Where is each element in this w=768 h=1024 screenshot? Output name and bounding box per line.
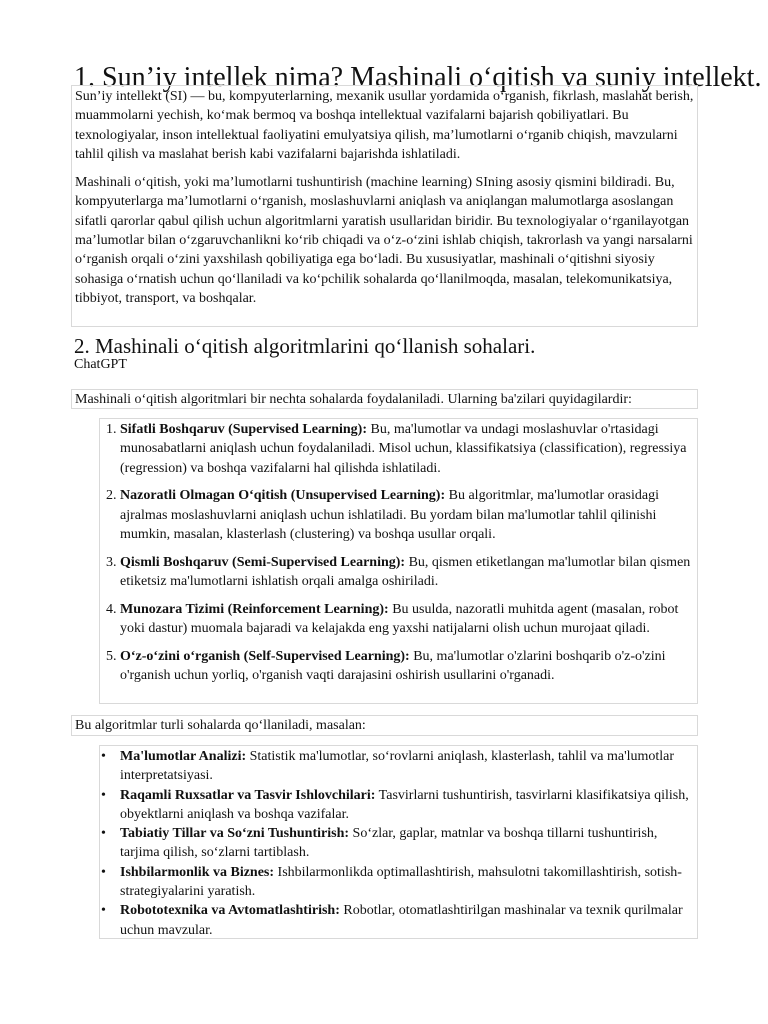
section-1-body xyxy=(71,85,698,327)
section-1-heading: 1. Sun’iy intellek nima? Mashinali o‘qitish va suniy intellekt. xyxy=(74,62,762,93)
field-title: Robototexnika va Avtomatlashtirish: xyxy=(120,903,340,919)
fields-list xyxy=(100,747,693,940)
algorithm-item xyxy=(120,420,693,478)
fields-intro xyxy=(71,715,698,736)
field-item xyxy=(120,863,693,902)
algorithm-text: Bu, ma'lumotlar va undagi moslashuvlar o'rtasidagi munosabatlarni aniqlash uchun foydalaniladi. Misol uchun, klassifikatsiya (classification), regressiya (regression) va boshqa vazifalarni hal qilishda ishlatiladi. xyxy=(120,422,687,476)
field-item xyxy=(120,901,693,940)
field-title: Ma'lumotlar Analizi: xyxy=(120,749,247,764)
field-item xyxy=(120,747,693,786)
algorithm-text: Bu, qismen etiketlangan ma'lumotlar bilan qismen etiketsiz ma'lumotlarni ishlatish orqali amalga oshiriladi. xyxy=(120,554,691,590)
paragraph-si-definition: Sun’iy intellekt (SI) — bu, kompyuterlarning, mexanik usullar yordamida o‘rganish, fikrlash, maslahat berish, muammolarni yechish, ko‘mak bermoq va boshqa intellektual vazifalarni bajarish qobiliyatlari. Bu texnologiyalar, inson intellektual faoliyatini emulyatsiya qilish, ma’lumotlarni o‘rganib chiqish, mavzularni tahlil qilish va maslahat berish kabi vazifalarni bajarishda ishlatiladi. xyxy=(75,89,694,162)
algorithms-intro-text: Mashinali o‘qitish algoritmlari bir nechta sohalarda foydalaniladi. Ularning ba'zilari quyidagilardir: xyxy=(75,392,632,407)
algorithm-text: Bu, ma'lumotlar o'zlarini boshqarib o'z-o'zini o'rganish uchun yorliq, o'rganish vaqti darajasini oshirish usullarini o'rganadi. xyxy=(120,648,666,684)
algorithm-item xyxy=(120,647,693,686)
algorithm-title: Nazoratli Olmagan O‘qitish (Unsupervised Learning): xyxy=(120,488,446,504)
algorithm-title: O‘z-o‘zini o‘rganish (Self-Supervised Learning): xyxy=(120,648,410,664)
field-text: Ishbilarmonlikda optimallashtirish, mahsulotni takomillashtirish, sotish-strategiyalarini yaratish. xyxy=(120,864,682,900)
field-item xyxy=(120,786,693,825)
field-item xyxy=(120,824,693,863)
fields-list-box xyxy=(99,745,698,939)
field-title: Ishbilarmonlik va Biznes: xyxy=(120,864,275,880)
algorithm-text: Bu usulda, nazoratli muhitda agent (masalan, robot yoki dastur) muomala bajaradi va kelajakda eng yaxshi natijalarni olish uchun murojaat qiladi. xyxy=(120,601,679,637)
field-text: Statistik ma'lumotlar, so‘rovlarni aniqlash, klasterlash, tahlil va ma'lumotlar interpretatsiyasi. xyxy=(120,749,675,784)
fields-intro-text: Bu algoritmlar turli sohalarda qo‘llaniladi, masalan: xyxy=(75,718,366,733)
source-label: ChatGPT xyxy=(74,357,127,372)
field-text: Robotlar, otomatlashtirilgan mashinalar va texnik qurilmalar uchun mavzular. xyxy=(120,903,683,938)
section-2-heading: 2. Mashinali o‘qitish algoritmlarini qo‘llanish sohalari. xyxy=(74,334,536,358)
algorithm-item xyxy=(120,486,693,544)
algorithms-list xyxy=(100,420,693,686)
algorithm-title: Munozara Tizimi (Reinforcement Learning): xyxy=(120,601,389,617)
algorithm-item xyxy=(120,600,693,639)
algorithms-intro xyxy=(71,389,698,409)
field-title: Tabiatiy Tillar va So‘zni Tushuntirish: xyxy=(120,826,350,842)
algorithms-list-box xyxy=(99,418,698,704)
algorithm-title: Sifatli Boshqaruv (Supervised Learning): xyxy=(120,422,367,437)
algorithm-text: Bu algoritmlar, ma'lumotlar orasidagi ajralmas moslashuvlarni aniqlash uchun ishlatiladi. Bu yordam bilan ma'lumotlar tahlil qilinishi mumkin, masalan, klasterlash (clustering) va boshqa usullar orqali. xyxy=(120,488,659,542)
algorithm-title: Qismli Boshqaruv (Semi-Supervised Learning): xyxy=(120,554,406,570)
field-text: Tasvirlarni tushuntirish, tasvirlarni klasifikatsiya qilish, obyektlarni aniqlash va boshqa vazifalar. xyxy=(120,787,689,822)
field-text: So‘zlar, gaplar, matnlar va boshqa tillarni tushuntirish, tarjima qilish, so‘zlarni tartiblash. xyxy=(120,826,658,861)
algorithm-item xyxy=(120,553,693,592)
paragraph-machine-learning: Mashinali o‘qitish, yoki ma’lumotlarni tushuntirish (machine learning) SIning asosiy qismini bildiradi. Bu, kompyuterlarga ma’lumotlarni o‘rganish, moslashuvlarni aniqlash va aniqlangan malumotlarga asoslangan sifatli qarorlar qabul qilish uchun algoritmlarni yaratish usullaridan biridir. Bu texnologiyalar o‘rganilayotgan ma’lumotlar bilan o‘zgaruvchanlikni ko‘rib chiqadi va o‘z-o‘zini ishlab chiqish, takrorlash va yangi narsalarni o‘rganish orqali o‘zini yaxshilash qobiliyatiga ega bo‘ladi. Bu xususiyatlar, mashinali o‘qitishni siyosiy sohasiga o‘rnatish uchun qo‘llaniladi va ko‘pchilik sohalarda qo‘llanilmoqda, masalan, telekomunikatsiya, tibbiyot, transport, va boshqalar. xyxy=(75,175,693,306)
field-title: Raqamli Ruxsatlar va Tasvir Ishlovchilari: xyxy=(120,787,376,803)
